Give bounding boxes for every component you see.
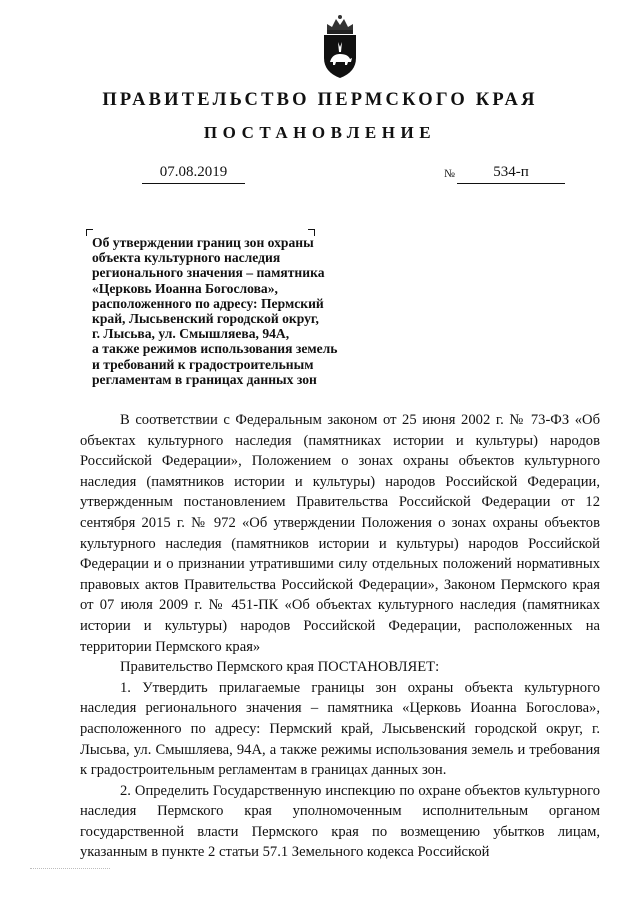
government-title: ПРАВИТЕЛЬСТВО ПЕРМСКОГО КРАЯ [102,90,538,110]
subject-line: расположенного по адресу: Пермский [92,295,324,311]
document-body [80,410,600,863]
subject-line: объекта культурного наследия [92,250,281,266]
body-paragraph-resolves: Правительство Пермского края ПОСТАНОВЛЯЕТ: [120,659,440,676]
document-number: 534-п [457,164,565,184]
subject-line: регламентам в границах данных зон [92,371,317,387]
coat-of-arms-icon [318,14,362,80]
subject-line: «Церковь Иоанна Богослова», [92,280,278,296]
subject-line: и требований к градостроительным [92,356,314,372]
document-subject [92,235,392,387]
body-paragraph-preamble: В соответствии с Федеральным законом от 25 июня 2002 г. № 73-ФЗ «Об объектах культурного наследия (памятниках истории и культуры) народов Российской Федерации», Положением о зонах охраны объектов культурного наследия (памятников истории и культуры) народов Российской Федерации, утвержденным постановлением Правительства Российской Федерации от 12 сентября 2015 г. № 972 «Об утверждении Положения о зонах охраны объектов культурного наследия (памятников истории и культуры) народов Российской Федерации и о признании утратившими силу отдельных положений нормативных правовых актов Правительства Российской Федерации», Законом Пермского края от 07 июля 2009 г. № 451-ПК «Об объектах культурного наследия (памятниках истории и культуры) народов Российской Федерации, расположенных на территории Пермского края» [80,412,600,655]
document-type: ПОСТАНОВЛЕНИЕ [203,123,437,142]
body-paragraph-item-1: 1. Утвердить прилагаемые границы зон охраны объекта культурного наследия регионального значения – памятника «Церковь Иоанна Богослова», расположенного по адресу: Пермский край, Лысьвенский городской округ, г. Лысьва, ул. Смышляева, 94А, а также режимы использования земель и требования к градостроительным регламентам в границах данных зон. [80,679,600,779]
document-date: 07.08.2019 [142,164,245,184]
body-paragraph-item-2: 2. Определить Государственную инспекцию по охране объектов культурного наследия Пермского края уполномоченным исполнительным органом государственной власти Пермского края по возмещению убытков лицам, указанным в пункте 2 статьи 57.1 Земельного кодекса Российской [80,782,600,861]
subject-line: а также режимов использования земель [92,341,338,357]
subject-line: Об утверждении границ зон охраны [92,235,314,250]
subject-line: регионального значения – памятника [92,265,325,281]
number-sign: № [444,168,455,180]
subject-line: край, Лысьвенский городской округ, [92,311,319,327]
subject-line: г. Лысьва, ул. Смышляева, 94А, [92,326,290,342]
scan-artifact-divider [30,868,110,870]
